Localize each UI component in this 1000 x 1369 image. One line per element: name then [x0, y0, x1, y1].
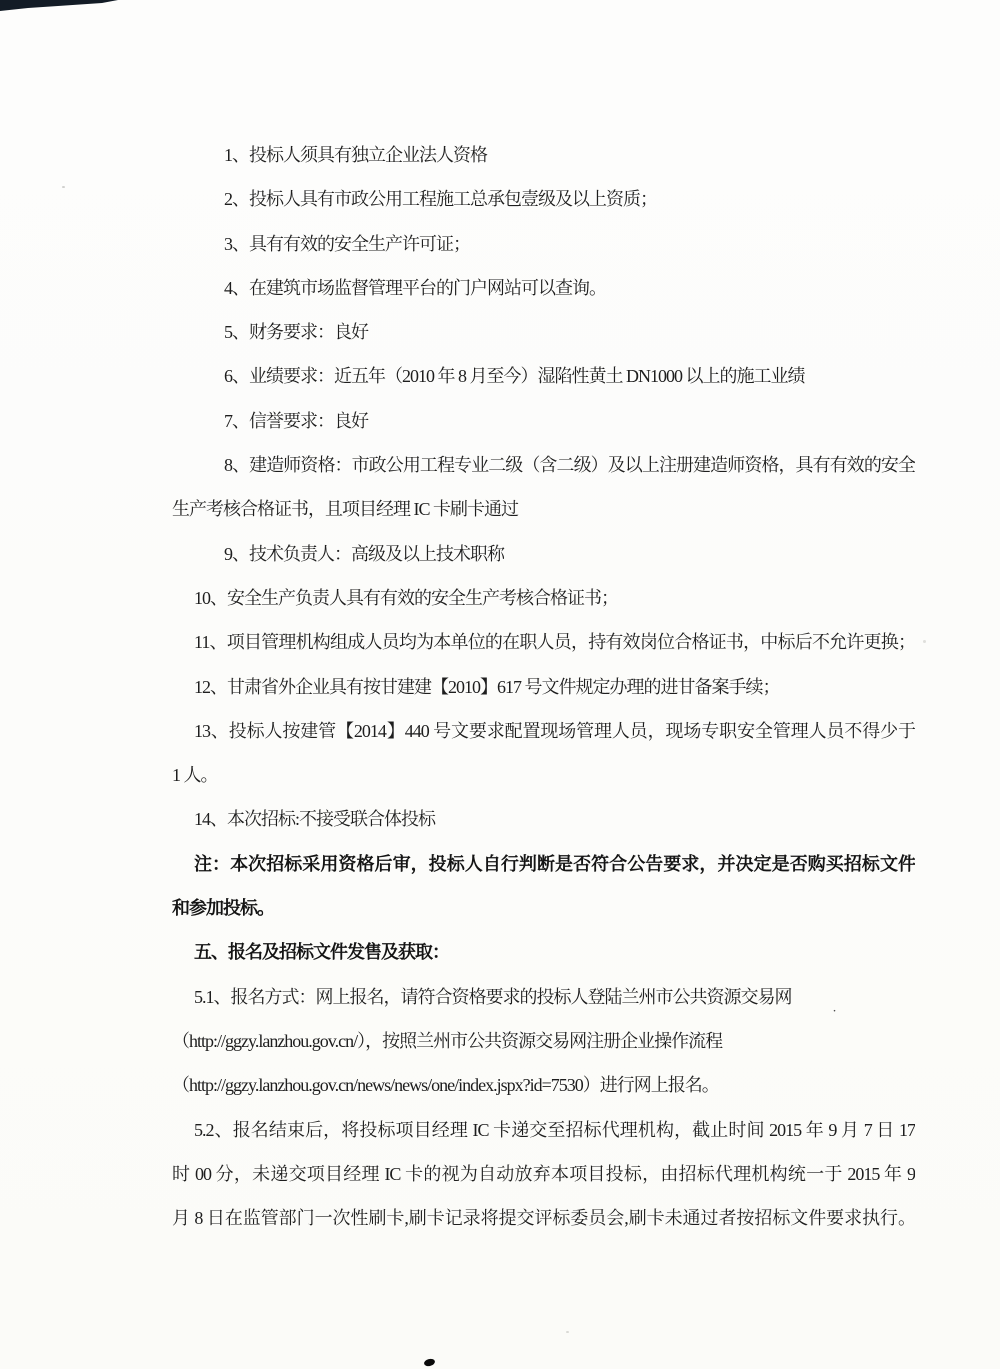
scan-speck: [62, 186, 65, 188]
req-item-13-line-1: 13、投标人按建管【2014】440 号文要求配置现场管理人员，现场专职安全管理人员不得少于: [194, 720, 915, 741]
req-item-7: 7、信誉要求：良好: [224, 410, 368, 431]
req-item-5: 5、财务要求：良好: [224, 322, 368, 343]
req-item-2: 2、投标人具有市政公用工程施工总承包壹级及以上资质；: [224, 189, 657, 210]
item-5-1-line-1: 5.1、报名方式：网上报名，请符合资格要求的投标人登陆兰州市公共资源交易网: [194, 986, 792, 1007]
req-item-1: 1、投标人须具有独立企业法人资格: [224, 145, 487, 165]
req-item-13-line-2: 1 人。: [172, 765, 218, 786]
document-body: [172, 133, 915, 1240]
stray-pen-mark: ˙: [832, 1008, 837, 1024]
item-5-2-line-1: 5.2、报名结束后，将投标项目经理 IC 卡递交至招标代理机构，截止时间 2015 年 9 月 7 日 17: [194, 1119, 915, 1140]
section-5-heading: 五、报名及招标文件发售及获取：: [194, 942, 449, 963]
req-item-8-line-2: 生产考核合格证书，且项目经理 IC 卡刷卡通过: [172, 499, 518, 520]
item-5-2-line-3: 月 8 日在监管部门一次性刷卡,刷卡记录将提交评标委员会,刷卡未通过者按招标文件要求执行。: [172, 1208, 915, 1229]
req-item-10: 10、安全生产负责人具有有效的安全生产考核合格证书；: [194, 587, 618, 608]
req-item-3: 3、具有有效的安全生产许可证；: [224, 233, 470, 254]
req-item-6: 6、业绩要求：近五年（2010 年 8 月至今）湿陷性黄土 DN1000 以上的施工业绩: [224, 366, 805, 387]
ink-dot-artifact: [423, 1358, 435, 1367]
req-item-8-line-1: 8、建造师资格：市政公用工程专业二级（含二级）及以上注册建造师资格，具有有效的安全: [224, 455, 915, 476]
req-item-14: 14、本次招标:不接受联合体投标: [194, 809, 435, 830]
note-line-2: 和参加投标。: [172, 898, 274, 919]
item-5-2-line-2: 时 00 分，未递交项目经理 IC 卡的视为自动放弃本项目投标，由招标代理机构统一于 2015 年 9: [172, 1163, 915, 1184]
item-5-1-url-line-1: （http://ggzy.lanzhou.gov.cn/），按照兰州市公共资源交易网注册企业操作流程: [172, 1030, 723, 1051]
req-item-12: 12、甘肃省外企业具有按甘建建【2010】617 号文件规定办理的进甘备案手续；: [194, 676, 780, 697]
scan-corner-artifact: [0, 0, 118, 14]
scan-speck: [923, 640, 926, 643]
item-5-1-url-line-2: （http://ggzy.lanzhou.gov.cn/news/news/one/index.jspx?id=7530）进行网上报名。: [172, 1075, 719, 1096]
req-item-9: 9、技术负责人：高级及以上技术职称: [224, 543, 504, 564]
req-item-11: 11、项目管理机构组成人员均为本单位的在职人员，持有效岗位合格证书，中标后不允许更换；: [194, 632, 915, 653]
scan-speck: [566, 1331, 569, 1333]
req-item-4: 4、在建筑市场监督管理平台的门户网站可以查询。: [224, 277, 606, 298]
note-line-1: 注：本次招标采用资格后审，投标人自行判断是否符合公告要求，并决定是否购买招标文件: [194, 853, 915, 874]
